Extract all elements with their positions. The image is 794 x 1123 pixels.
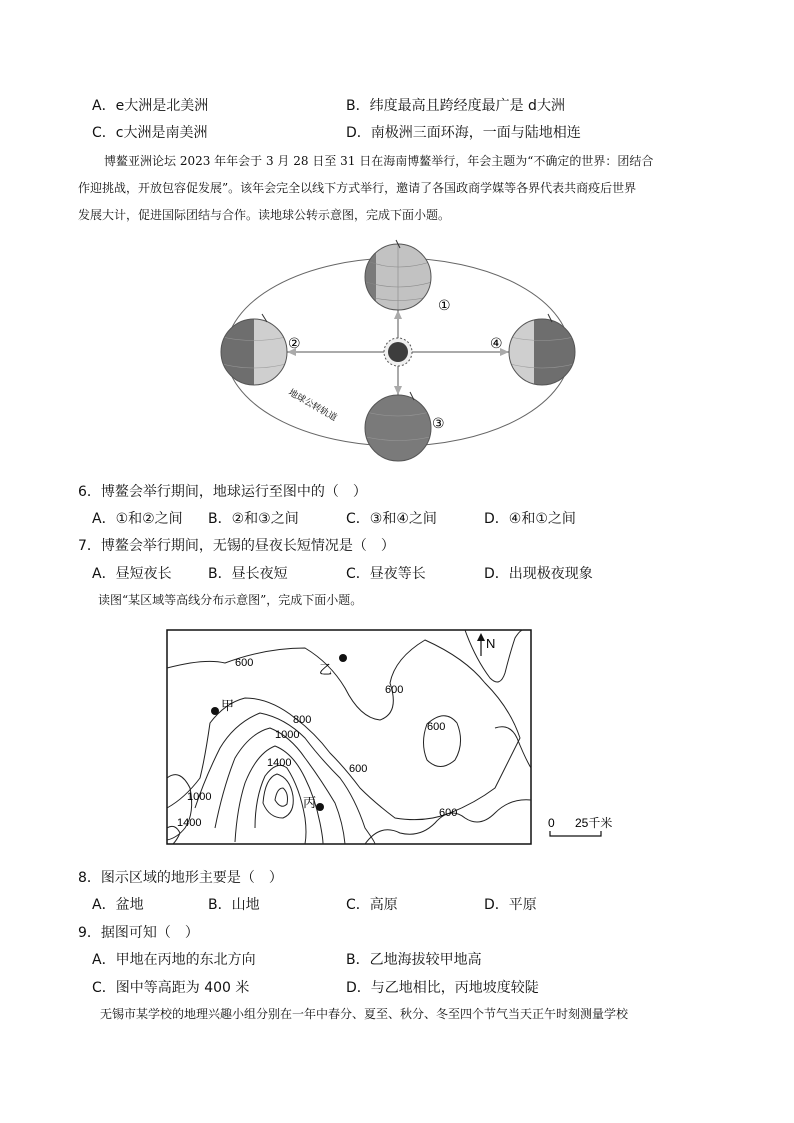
passage1-line1: 博鳌亚洲论坛 2023 年年会于 3 月 28 日至 31 日在海南博鳌举行，年会主题为“不确定的世界：团结合 [104,154,654,168]
label-2: ② [288,335,301,351]
q8-option-d: D．平原 [484,897,537,913]
q9-option-c: C．图中等高距为 400 米 [92,980,250,996]
contour-map [165,628,625,848]
q7-option-c: C．昼夜等长 [346,566,426,582]
q6-option-d: D．④和①之间 [484,511,576,527]
q9-option-d: D．与乙地相比，丙地坡度较陡 [346,980,539,996]
point-yi [339,654,347,662]
q6-stem: 6．博鳌会举行期间，地球运行至图中的（ ） [78,484,367,500]
label-4: ④ [490,335,503,351]
passage3: 无锡市某学校的地理兴趣小组分别在一年中春分、夏至、秋分、冬至四个节气当天正午时刻测量学校 [100,1007,629,1021]
q5-option-c: C．c大洲是南美洲 [92,125,208,141]
label-600-d: 600 [349,763,368,775]
passage2: 读图“某区域等高线分布示意图”，完成下面小题。 [98,593,363,607]
q5-option-b: B．纬度最高且跨经度最广是 d大洲 [346,98,565,114]
q9-stem: 9．据图可知（ ） [78,925,199,941]
label-800: 800 [293,714,312,726]
label-600-c: 600 [427,721,446,733]
label-1000-a: 1000 [275,729,300,741]
sun-icon [384,338,412,366]
q6-option-c: C．③和④之间 [346,511,437,527]
q7-stem: 7．博鳌会举行期间，无锡的昼夜长短情况是（ ） [78,538,395,554]
earth-position-4 [506,314,586,397]
earth-orbit-diagram [210,232,590,472]
q8-option-b: B．山地 [208,897,260,913]
place-jia: 甲 [221,698,235,713]
q6-option-a: A．①和②之间 [92,511,183,527]
q6-option-b: B．②和③之间 [208,511,299,527]
label-3: ③ [432,415,445,431]
q5-option-d: D．南极洲三面环海，一面与陆地相连 [346,125,581,141]
label-1000-b: 1000 [187,791,212,803]
passage1-line3: 发展大计，促进国际团结与合作。读地球公转示意图，完成下面小题。 [78,208,451,222]
scale-text: 25千米 [575,816,613,830]
label-600-e: 600 [439,807,458,819]
north-label: N [486,636,496,651]
place-bing: 丙 [303,795,317,810]
q8-stem: 8．图示区域的地形主要是（ ） [78,870,283,886]
q8-option-a: A．盆地 [92,897,144,913]
point-jia [211,707,219,715]
orbit-caption: 地球公转轨道 [287,387,339,423]
earth-position-3 [360,392,440,472]
scale-zero: 0 [548,816,555,830]
label-1400-a: 1400 [267,757,292,769]
q5-option-a: A．e大洲是北美洲 [92,98,209,114]
q9-option-b: B．乙地海拔较甲地高 [346,952,482,968]
q7-option-a: A．昼短夜长 [92,566,172,582]
q7-option-d: D．出现极夜现象 [484,566,593,582]
label-600-b: 600 [385,684,404,696]
q7-option-b: B．昼长夜短 [208,566,288,582]
label-1400-b: 1400 [177,817,202,829]
earth-position-1 [360,240,440,322]
place-yi: 乙 [319,662,333,677]
q9-option-a: A．甲地在丙地的东北方向 [92,952,256,968]
label-600-a: 600 [235,657,254,669]
earth-position-2 [218,314,298,397]
label-1: ① [438,297,451,313]
point-bing [316,803,324,811]
scale-bar [550,831,601,836]
passage1-line2: 作迎挑战，开放包容促发展”。该年会完全以线下方式举行，邀请了各国政商学媒等各界代表共商疫后世界 [78,181,637,195]
q8-option-c: C．高原 [346,897,398,913]
